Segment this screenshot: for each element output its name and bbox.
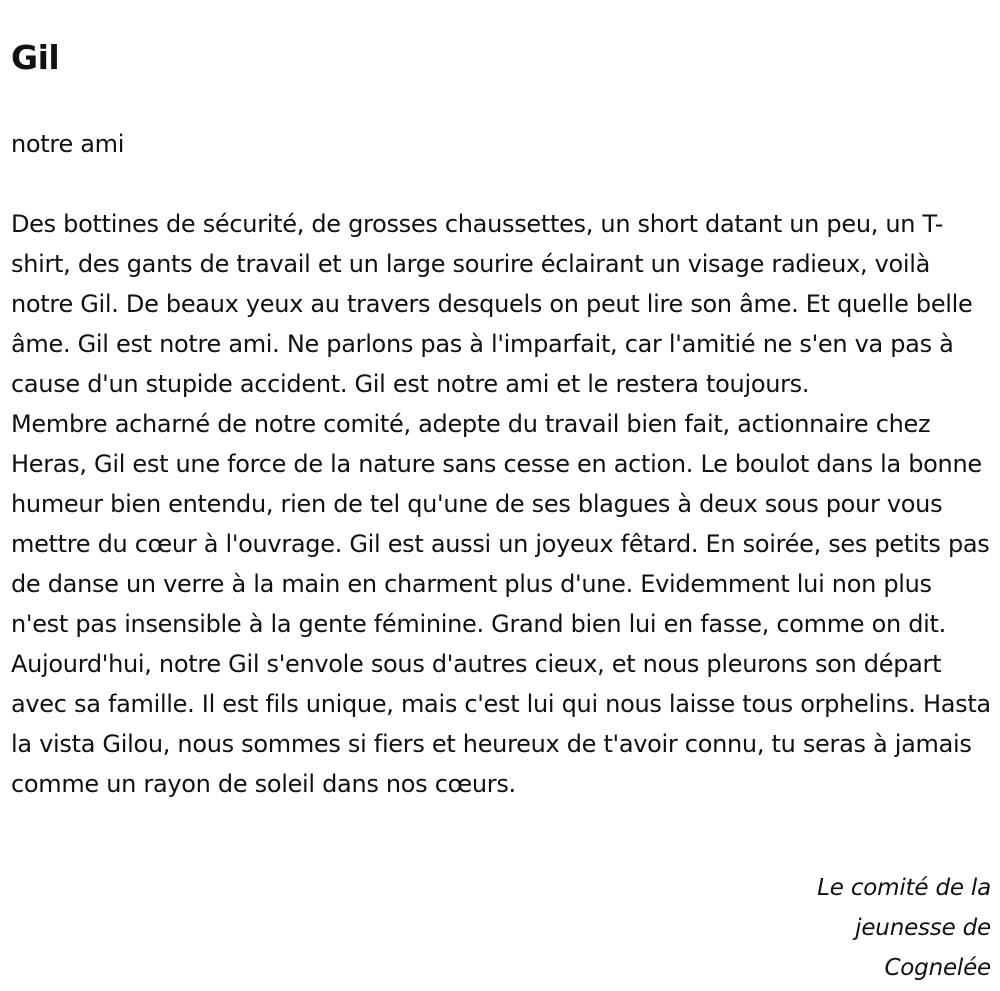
body-paragraph: Des bottines de sécurité, de grosses chaussettes, un short datant un peu, un T-shirt, des gants de travail et un large sourire éclairant un visage radieux, voilà notre Gil. De beaux yeux au travers desquels on peut lire son âme. Et quelle belle âme. Gil est notre ami. Ne parlons pas à l'imparfait, car l'amitié ne s'en va pas à cause d'un stupide accident. Gil est notre ami et le restera toujours. xyxy=(11,210,973,398)
article-body xyxy=(11,204,991,804)
article-title: Gil xyxy=(11,38,60,77)
body-paragraph: Membre acharné de notre comité, adepte du travail bien fait, actionnaire chez Heras, Gil est une force de la nature sans cesse en action. Le boulot dans la bonne humeur bien entendu, rien de tel qu'une de ses blagues à deux sous pour vous mettre du cœur à l'ouvrage. Gil est aussi un joyeux fêtard. En soirée, ses petits pas de danse un verre à la main en charment plus d'une. Evidemment lui non plus n'est pas insensible à la gente féminine. Grand bien lui en fasse, comme on dit. Aujourd'hui, notre Gil s'envole sous d'autres cieux, et nous pleurons son départ avec sa famille. Il est fils unique, mais c'est lui qui nous laisse tous orphelins. Hasta la vista Gilou, nous sommes si fiers et heureux de t'avoir connu, tu seras à jamais comme un rayon de soleil dans nos cœurs. xyxy=(11,410,991,798)
signature-line: Le comité de la xyxy=(817,875,991,901)
article-subtitle: notre ami xyxy=(11,130,125,158)
signature xyxy=(751,868,991,988)
signature-line: jeunesse de xyxy=(855,915,991,941)
signature-line: Cognelée xyxy=(884,955,991,981)
